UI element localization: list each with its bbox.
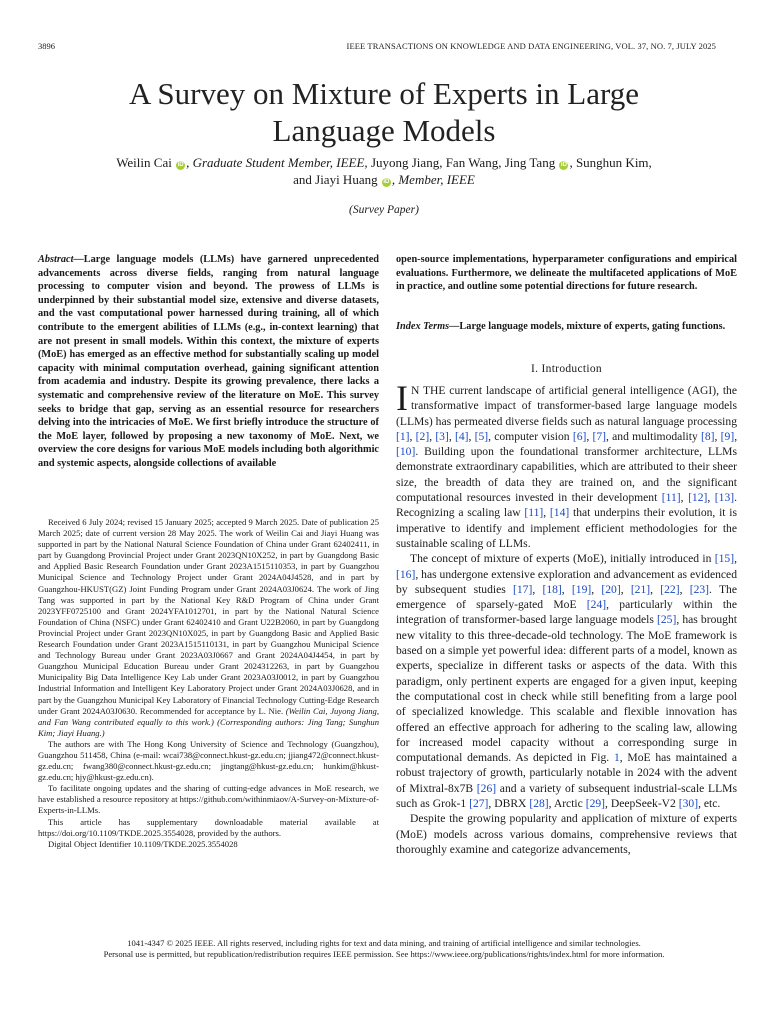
index-terms-lead: Index Terms— bbox=[396, 321, 460, 332]
author-name: , Sunghun Kim, bbox=[569, 155, 652, 170]
author-list bbox=[60, 154, 708, 188]
citation-link[interactable]: [25] bbox=[657, 613, 677, 627]
intro-paragraph-2: The concept of mixture of experts (MoE), initially introduced in [15], [16], has undergone extensive exploration and advancement as evidenced by subsequent studies [17], [18], [19], [20], [21], [22], [23]. The emergence of sparsely-gated MoE [24], particularly within the integration of transformer-based large language models [25], has brought new vitality to this three-decade-old technology. The MoE framework is based on a simple yet powerful idea: different parts of a model, known as experts, specialize in different tasks or aspects of the data. With this paradigm, only pertinent experts are engaged for a given input, keeping the computational cost in check while still benefiting from a large pool of specialized knowledge. This scalable and flexible innovation has offered an effective approach for adhering to the scaling law, allowing for increased model capacity without a corresponding surge in computational demands. As depicted in Fig. 1, MoE has maintained a robust trajectory of growth, particularly notable in 2024 with the advent of Mixtral-8x7B [26] and a variety of subsequent industrial-scale LLMs such as Grok-1 [27], DBRX [28], Arctic [29], DeepSeek-V2 [30], etc. bbox=[396, 552, 738, 811]
footnote-affiliation: The authors are with The Hong Kong University of Science and Technology (Guangzhou), Guangzhou 511458, China (e-mail: wcai738@connect.hkust-gz.edu.cn; jjiang472@connect.hkust-gz.edu.cn; fwang380@connect.hkust-gz.edu.cn; jingtang@hkust-gz.edu.cn; hunkim@hkust-gz.edu.cn; hjy@hkust-gz.edu.cn). bbox=[38, 738, 379, 783]
citation-link[interactable]: [16] bbox=[396, 567, 416, 581]
citation-link[interactable]: [11] bbox=[524, 506, 544, 520]
footnote bbox=[38, 517, 379, 850]
citation-link[interactable]: [28] bbox=[529, 797, 549, 811]
footnote-funding bbox=[38, 517, 379, 739]
abstract bbox=[38, 253, 379, 471]
citation-link[interactable]: [9] bbox=[720, 429, 735, 443]
citation-link[interactable]: [4] bbox=[454, 429, 469, 443]
citation-link[interactable]: [12] bbox=[688, 491, 708, 505]
citation-link[interactable]: [20] bbox=[601, 582, 621, 596]
paper-title bbox=[0, 75, 768, 149]
footnote-supplementary: This article has supplementary downloadable material available at https://doi.org/10.1109/TKDE.2025.3554028, provided by the authors. bbox=[38, 816, 379, 838]
citation-link[interactable]: [26] bbox=[476, 781, 497, 795]
citation-link[interactable]: [21] bbox=[630, 582, 651, 596]
footnote-funding-text: Received 6 July 2024; revised 15 January 2025; accepted 9 March 2025. Date of publication 25 March 2025; date of current version 28 May 2025. The work of Weilin Cai and Jiayi Huang was supported in part by the National Natural Science Foundation of China under Grant 62402411, in part by Guangdong Provincial Project under Grant 2023QN10X252, in part by Guangdong Basic and Applied Basic Research Foundation under Grant 2023A1515110353, in part by Guangzhou Municipal Science and Technology Project under Grant 2024A04J4528, and in part by Guangzhou-HKUST(GZ) Joint Funding Program under Grant 2024A03J0624. The work of Jing Tang was supported in part by the National Key R&D Program of China under Grant 2023YFF0725100 and Grant 2024YFA1012701, in part by the National Natural Science Foundation of China (NSFC) under Grant 62402410 and Grant U22B2060, in part by Guangdong Provincial Project under Grant 2023QN10X025, in part by Guangdong Basic and Applied Basic Research Foundation under Grant 2023A1515110131, in part by Guangzhou Municipal Science and Technology Bureau under Grant 2023A03J0667 and Grant 2024A04J4454, in part by Guangzhou Municipal Education Bureau under Grant 2024312263, in part by Guangzhou Municipality Big Data Intelligence Key Lab under Grant 2023A03J0012, in part by Guangzhou Industrial Information and Intelligent Key Laboratory Project under Grant 2024A03J0628, and in part by the Guangzhou Municipal Key Laboratory of Financial Technology Cutting-Edge Research under Grant 2024A03J0630. Recommended for acceptance by L. Nie. bbox=[38, 517, 379, 716]
paper-type: (Survey Paper) bbox=[349, 204, 419, 216]
orcid-icon[interactable]: iD bbox=[383, 179, 390, 185]
intro-paragraph-1 bbox=[396, 378, 738, 551]
copyright-line-1: 1041-4347 © 2025 IEEE. All rights reserved, including rights for text and data mining, and training of artificial intelligence and similar technologies. bbox=[127, 938, 641, 948]
author-name: and Jiayi Huang bbox=[293, 172, 378, 187]
footnote-repository: To facilitate ongoing updates and the sharing of cutting-edge advances in MoE research, we have established a resource repository at https://github.com/withinmiaov/A-Survey-on-Mixture-of-Experts-in-LLMs. bbox=[38, 783, 379, 816]
citation-link[interactable]: [27] bbox=[469, 797, 489, 811]
citation-link[interactable]: [1] bbox=[396, 429, 410, 443]
citation-link[interactable]: [7] bbox=[592, 429, 607, 443]
page-number: 3896 bbox=[38, 41, 55, 51]
abstract-lead: Abstract— bbox=[38, 254, 84, 265]
index-terms bbox=[396, 320, 737, 334]
citation-link[interactable]: [19] bbox=[571, 582, 592, 596]
citation-link[interactable]: [11] bbox=[661, 491, 681, 505]
index-terms-text: Large language models, mixture of experts, gating functions. bbox=[459, 321, 726, 332]
citation-link[interactable]: [17] bbox=[513, 582, 533, 596]
citation-link[interactable]: 1 bbox=[613, 751, 620, 765]
section-heading: I. Introduction bbox=[531, 363, 602, 375]
citation-link[interactable]: [3] bbox=[435, 429, 449, 443]
introduction-body bbox=[396, 378, 738, 857]
author-affiliation: , Member, IEEE bbox=[391, 172, 475, 187]
citation-link[interactable]: [18] bbox=[542, 582, 562, 596]
citation-link[interactable]: [10] bbox=[396, 445, 416, 459]
journal-header: IEEE TRANSACTIONS ON KNOWLEDGE AND DATA ENGINEERING, VOL. 37, NO. 7, JULY 2025 bbox=[346, 41, 716, 51]
citation-link[interactable]: [13] bbox=[714, 491, 735, 505]
footnote-doi: Digital Object Identifier 10.1109/TKDE.2025.3554028 bbox=[48, 838, 238, 849]
citation-link[interactable]: [15] bbox=[714, 552, 735, 566]
drop-cap: I bbox=[396, 378, 408, 418]
orcid-icon[interactable]: iD bbox=[177, 162, 184, 168]
citation-link[interactable]: [24] bbox=[586, 598, 607, 612]
citation-link[interactable]: [29] bbox=[585, 797, 606, 811]
citation-link[interactable]: [5] bbox=[474, 429, 489, 443]
author-affiliation: , Graduate Student Member, IEEE, bbox=[186, 155, 368, 170]
author-name: Weilin Cai bbox=[116, 155, 172, 170]
citation-link[interactable]: [30] bbox=[678, 797, 699, 811]
abstract-text: Large language models (LLMs) have garnered unprecedented advancements across diverse fields, ranging from natural language processing to computer vision and beyond. The prowess of LLMs is underpinned by their substantial model size, extensive and diverse datasets, and the vast computational power harnessed during training, all of which contribute to the emergent abilities of LLMs (e.g., in-context learning) that are not present in small models. Within this context, the mixture of experts (MoE) has emerged as an effective method for substantially scaling up model capacity with minimal computation overhead, gaining significant attention from academia and industry. Despite its growing prevalence, there lacks a systematic and comprehensive review of the literature on MoE. This survey seeks to bridge that gap, serving as an essential resource for researchers delving into the intricacies of MoE. We first briefly introduce the structure of the MoE layer, followed by proposing a new taxonomy of MoE. Next, we overview the core designs for various MoE models including both algorithmic and systemic aspects, alongside collections of available bbox=[38, 254, 379, 469]
copyright-footer bbox=[0, 938, 768, 960]
abstract-continued: open-source implementations, hyperparameter configurations and empirical evaluations. Furthermore, we delineate the multifaceted applications of MoE in practice, and outline some potential directions for future research. bbox=[396, 254, 737, 293]
orcid-icon[interactable]: iD bbox=[560, 162, 567, 168]
citation-link[interactable]: [8] bbox=[701, 429, 715, 443]
intro-paragraph-3: Despite the growing popularity and application of mixture of experts (MoE) models across various domains, comprehensive reviews that thoroughly examine and categorize advancements, bbox=[396, 812, 737, 856]
footnote-authors-note: (Weilin Cai, Juyong Jiang, and Fan Wang contributed equally to this work.) (Corresponding authors: Jing Tang; Sunghun Kim; Jiayi Huang.) bbox=[38, 705, 379, 738]
title-line-1: A Survey on Mixture of Experts in Large bbox=[129, 76, 639, 111]
citation-link[interactable]: [6] bbox=[572, 429, 587, 443]
citation-link[interactable]: [14] bbox=[549, 506, 570, 520]
citation-link[interactable]: [2] bbox=[415, 429, 430, 443]
citation-link[interactable]: [23] bbox=[689, 582, 710, 596]
intro-p1-content: N THE current landscape of artificial general intelligence (AGI), the transformative impact of transformer-based large language models (LLMs) has permeated diverse fields such as natural language processing [1], [2], [3], [4], [5], computer vision [6], [7], and multimodality [8], [9], [10]. Building upon the foundational transformer architecture, LLMs demonstrate extraordinary capabilities, which are attributed to their sheer size, the breadth of data they are trained on, and the significant computational resources invested in their development [11], [12], [13]. Recognizing a scaling law [11], [14] that underpins their evolution, it is imperative to identify and implement efficient methodologies for the sustainable scaling of LLMs. bbox=[396, 384, 738, 550]
title-line-2: Language Models bbox=[272, 113, 496, 148]
copyright-line-2: Personal use is permitted, but republication/redistribution requires IEEE permission. See https://www.ieee.org/publications/rights/index.html for more information. bbox=[103, 949, 665, 959]
author-name: Juyong Jiang, Fan Wang, Jing Tang bbox=[370, 155, 556, 170]
citation-link[interactable]: [22] bbox=[660, 582, 680, 596]
